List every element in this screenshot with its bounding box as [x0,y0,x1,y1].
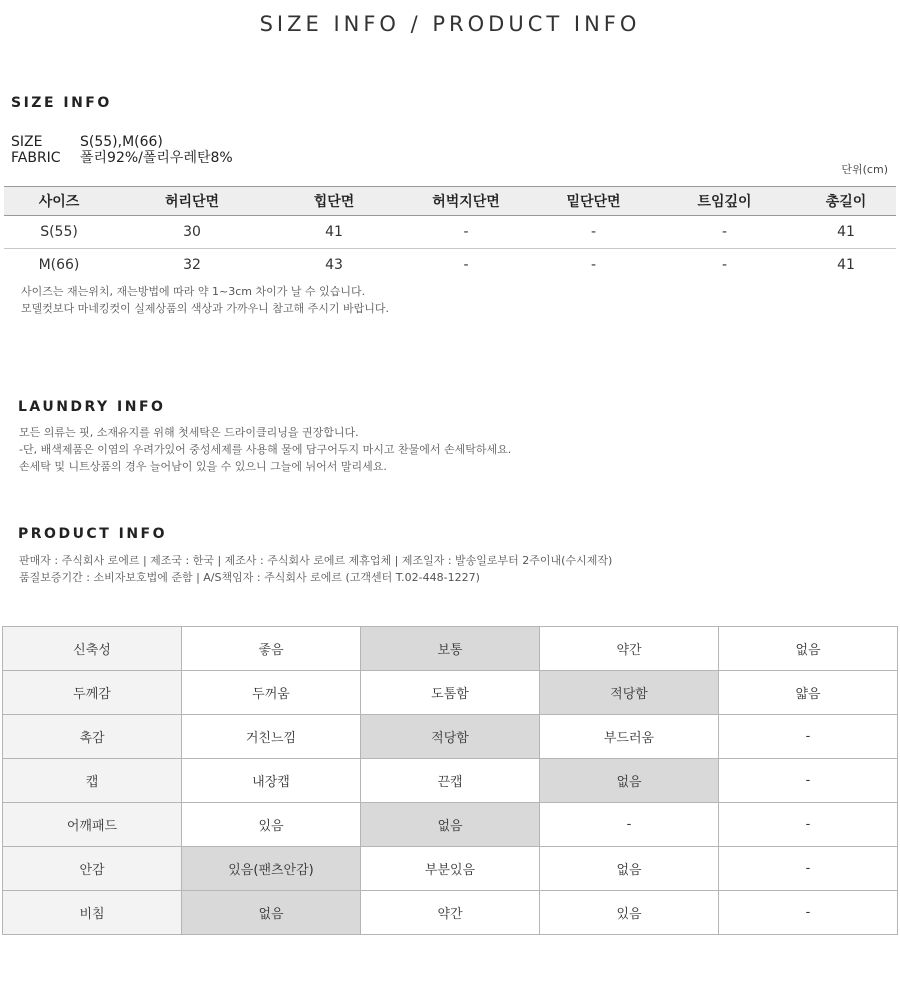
property-option: - [540,803,719,847]
product-line: 판매자 : 주식회사 로에르 | 제조국 : 한국 | 제조사 : 주식회사 로에르 제휴업체 | 제조일자 : 발송일로부터 2주이내(수시제작) [19,554,613,567]
note-line: 사이즈는 재는위치, 재는방법에 따라 약 1~3cm 차이가 날 수 있습니다. [21,285,366,298]
property-name: 캡 [3,759,182,803]
property-name: 신축성 [3,627,182,671]
size-notes [21,283,389,317]
property-option: 끈캡 [361,759,540,803]
property-option-selected: 없음 [361,803,540,847]
property-option: 부드러움 [540,715,719,759]
column-header: 밑단단면 [534,187,653,216]
laundry-line: 모든 의류는 핏, 소재유지를 위해 첫세탁은 드라이클리닝을 권장합니다. [19,426,359,439]
fabric-properties-table [2,626,898,935]
property-row [3,715,898,759]
size-table [4,186,896,281]
product-info-heading: PRODUCT INFO [18,526,168,542]
property-name: 촉감 [3,715,182,759]
column-header: 허리단면 [114,187,270,216]
table-cell: 43 [325,257,343,273]
property-option: - [719,759,898,803]
property-option: 약간 [361,891,540,935]
table-row [4,216,896,249]
table-cell: - [653,216,796,249]
property-row [3,627,898,671]
note-line: 모델컷보다 마네킹컷이 실제상품의 색상과 가까우니 참고해 주시기 바랍니다. [21,302,390,315]
column-header: 총길이 [796,187,896,216]
property-option: 도톰함 [361,671,540,715]
property-option: - [719,891,898,935]
table-cell: 32 [183,257,201,273]
column-header: 힙단면 [270,187,398,216]
property-option-selected: 적당함 [361,715,540,759]
property-name: 안감 [3,847,182,891]
table-cell: - [590,257,597,273]
fabric-spec-row [11,150,233,166]
property-option: 두꺼움 [182,671,361,715]
table-cell: M(66) [38,257,80,273]
property-option-selected: 보통 [361,627,540,671]
property-option: 없음 [719,627,898,671]
size-info-heading: SIZE INFO [11,95,112,111]
column-header: 허벅지단면 [398,187,534,216]
property-option: 약간 [540,627,719,671]
table-cell: 41 [837,257,855,273]
property-row [3,847,898,891]
table-cell: - [534,216,653,249]
property-option: 부분있음 [361,847,540,891]
laundry-notes [19,424,511,475]
column-header: 트임깊이 [653,187,796,216]
property-row [3,671,898,715]
fabric-value: 폴리92%/폴리우레탄8% [80,150,233,166]
laundry-info-heading: LAUNDRY INFO [18,399,166,415]
size-value: S(55),M(66) [80,134,163,150]
laundry-line: 손세탁 및 니트상품의 경우 늘어남이 있을 수 있으니 그늘에 뉘어서 말리세요. [19,460,387,473]
table-cell: - [398,216,534,249]
unit-label: 단위(cm) [841,163,888,176]
table-cell: - [463,257,469,273]
property-option-selected: 있음(팬츠안감) [182,847,361,891]
property-option: 있음 [540,891,719,935]
spec-block [11,134,233,166]
property-row [3,803,898,847]
property-name: 비침 [3,891,182,935]
size-table-header [4,187,896,216]
table-cell: S(55) [4,216,114,249]
property-option: 내장캡 [182,759,361,803]
table-cell: - [721,257,728,273]
column-header: 사이즈 [4,187,114,216]
property-option: - [719,715,898,759]
page-title: SIZE INFO / PRODUCT INFO [259,12,641,36]
property-row [3,759,898,803]
table-cell: 41 [796,216,896,249]
product-notes [19,552,612,586]
size-label: SIZE [11,134,43,150]
property-name: 두께감 [3,671,182,715]
table-cell: 41 [270,216,398,249]
property-option: 있음 [182,803,361,847]
property-option: 좋음 [182,627,361,671]
property-option: - [719,847,898,891]
table-cell: 30 [114,216,270,249]
property-option-selected: 없음 [540,759,719,803]
property-option: 얇음 [719,671,898,715]
property-option: - [719,803,898,847]
table-row [4,249,896,282]
size-spec-row [11,134,233,150]
property-row [3,891,898,935]
product-line: 품질보증기간 : 소비자보호법에 준함 | A/S책임자 : 주식회사 로에르 (고객센터 T.02-448-1227) [19,571,480,584]
property-option: 거친느낌 [182,715,361,759]
fabric-label: FABRIC [11,150,61,166]
property-name: 어깨패드 [3,803,182,847]
laundry-line: -단, 배색제품은 이염의 우려가있어 중성세제를 사용해 물에 담구어두지 마시고 찬물에서 손세탁하세요. [19,443,512,456]
property-option-selected: 적당함 [540,671,719,715]
property-option: 없음 [540,847,719,891]
property-option-selected: 없음 [182,891,361,935]
